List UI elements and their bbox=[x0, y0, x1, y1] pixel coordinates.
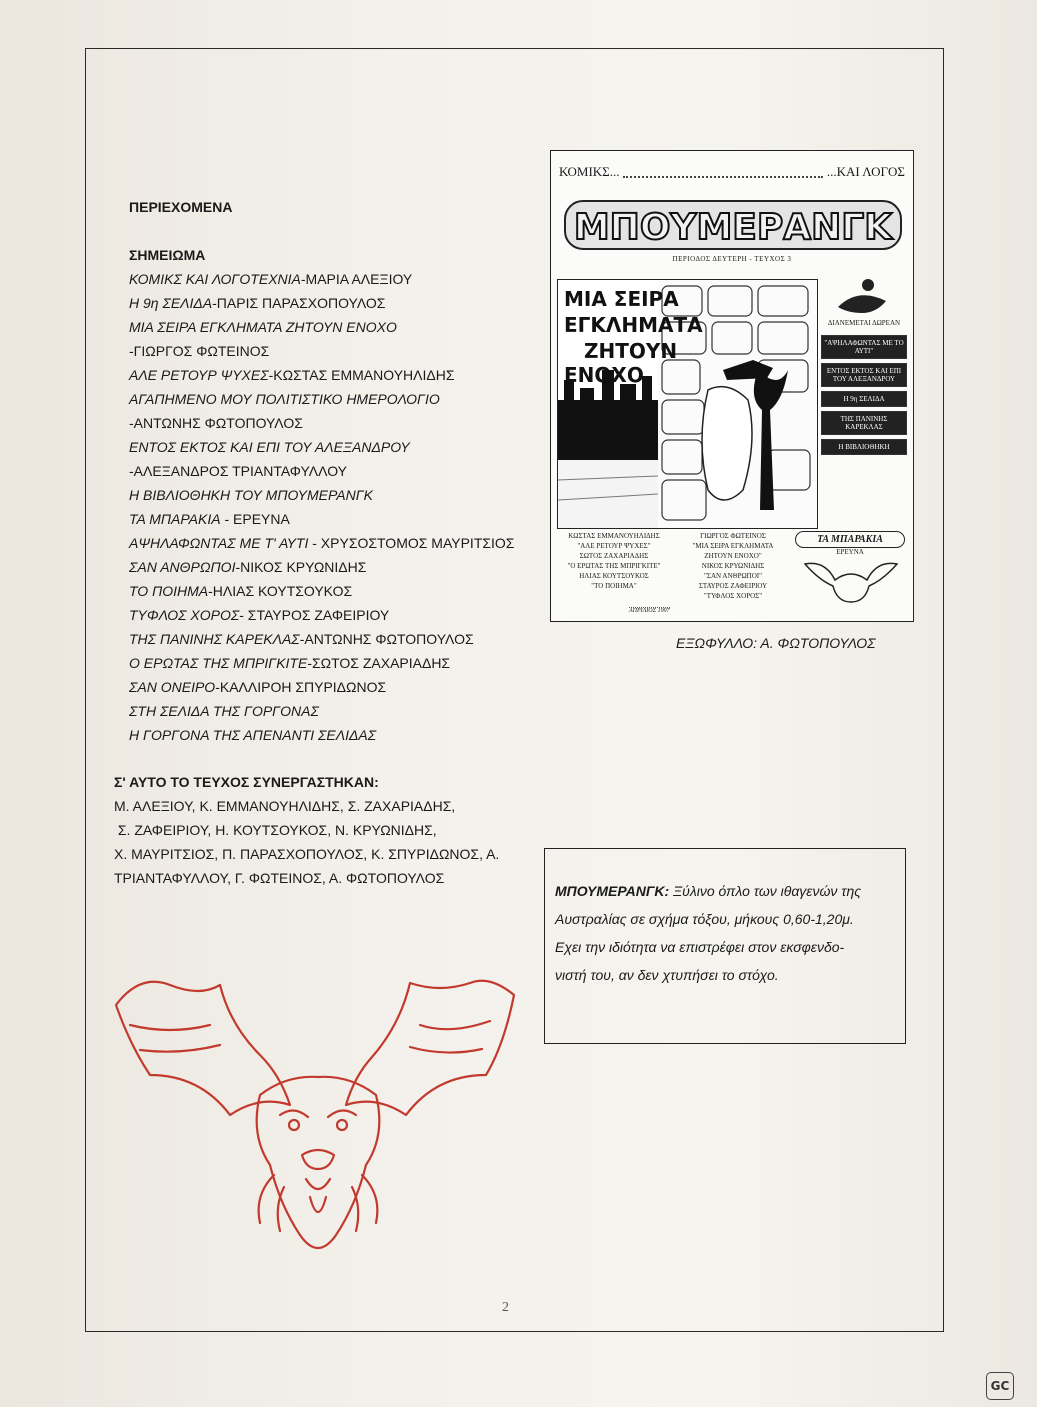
collaborators bbox=[114, 770, 544, 890]
toc-entry-title: ΑΓΑΠΗΜΕΝΟ ΜΟΥ ΠΟΛΙΤΙΣΤΙΚΟ ΗΜΕΡΟΛΟΓΙΟ bbox=[129, 391, 440, 407]
bat-creature-icon bbox=[795, 556, 905, 604]
toc-entry bbox=[129, 651, 559, 675]
toc-entry-title: ΚΟΜΙΚΣ ΚΑΙ ΛΟΓΟΤΕΧΝΙΑ bbox=[129, 271, 301, 287]
cover-side-box: "ΑΨΗΛΑΦΩΝΤΑΣ ΜΕ ΤΟ ΑΥΤΙ" bbox=[821, 335, 907, 359]
collaborators-line-1: Μ. ΑΛΕΞΙΟΥ, Κ. ΕΜΜΑΝΟΥΗΛΙΔΗΣ, Σ. ΖΑΧΑΡΙΑΔΗΣ, bbox=[114, 798, 456, 814]
toc-entry bbox=[129, 483, 559, 507]
cover-logo bbox=[563, 195, 903, 253]
table-of-contents bbox=[129, 195, 559, 747]
toc-entry-title: ΣΑΝ ΟΝΕΙΡΟ bbox=[129, 679, 216, 695]
credit-line: ΓΙΩΡΓΟΣ ΦΩΤΕΙΝΟΣ bbox=[700, 532, 766, 540]
toc-entry-author: -ΑΝΤΩΝΗΣ ΦΩΤΟΠΟΥΛΟΣ bbox=[299, 631, 474, 647]
toc-entry bbox=[129, 387, 559, 411]
definition-line-4: νιστή του, αν δεν χτυπήσει το στόχο. bbox=[555, 967, 779, 983]
cover-side-box: ΤΗΣ ΠΑΝΙΝΗΣ ΚΑΡΕΚΛΑΣ bbox=[821, 411, 907, 435]
toc-entry-title: Η ΓΟΡΓΟΝΑ ΤΗΣ ΑΠΕΝΑΝΤΙ ΣΕΛΙΔΑΣ bbox=[129, 727, 377, 743]
credit-line: ΣΩΤΟΣ ΖΑΧΑΡΙΑΔΗΣ bbox=[579, 552, 649, 560]
cover-thumbnail bbox=[550, 150, 914, 622]
toc-entry-author: - ΕΡΕΥΝΑ bbox=[220, 511, 290, 527]
toc-entry-title: ΑΛΕ ΡΕΤΟΥΡ ΨΥΧΕΣ bbox=[129, 367, 269, 383]
toc-entry-author: -ΚΑΛΛΙΡΟΗ ΣΠΥΡΙΔΩΝΟΣ bbox=[215, 679, 387, 695]
credit-line: ΗΛΙΑΣ ΚΟΥΤΣΟΥΚΟΣ bbox=[579, 572, 649, 580]
toc-entry bbox=[129, 699, 559, 723]
collaborators-line-4: ΤΡΙΑΝΤΑΦΥΛΛΟΥ, Γ. ΦΩΤΕΙΝΟΣ, Α. ΦΩΤΟΠΟΥΛΟΣ bbox=[114, 870, 445, 886]
cover-top-left: ΚΟΜΙΚΣ... bbox=[559, 164, 620, 179]
toc-entry bbox=[129, 555, 559, 579]
toc-entry-title: Ο ΕΡΩΤΑΣ ΤΗΣ ΜΠΡΙΓΚΙΤΕ bbox=[129, 655, 308, 671]
credit-line: "Ο ΕΡΩΤΑΣ ΤΗΣ ΜΠΡΙΓΚΙΤΕ" bbox=[567, 562, 661, 570]
toc-entry-author: -ΠΑΡΙΣ ΠΑΡΑΣΧΟΠΟΥΛΟΣ bbox=[212, 295, 386, 311]
cover-date: ΑΠΡΙΛΙΟΣ 1997 bbox=[629, 608, 670, 614]
credits-column-3 bbox=[795, 531, 905, 611]
cover-artwork bbox=[557, 279, 818, 529]
toc-entry bbox=[129, 675, 559, 699]
toc-entry-title: Η 9η ΣΕΛΙΔΑ bbox=[129, 295, 213, 311]
toc-entry-title: ΕΝΤΟΣ ΕΚΤΟΣ ΚΑΙ ΕΠΙ ΤΟΥ ΑΛΕΞΑΝΔΡΟΥ bbox=[129, 439, 410, 455]
definition-term: ΜΠΟΥΜΕΡΑΝΓΚ: bbox=[555, 883, 670, 899]
gc-watermark: GC bbox=[986, 1372, 1014, 1400]
toc-entry-author: -ΗΛΙΑΣ ΚΟΥΤΣΟΥΚΟΣ bbox=[208, 583, 353, 599]
cover-logo-text: ΜΠΟΥΜΕΡΑΝΓΚ bbox=[573, 207, 893, 248]
collaborators-line-2: Σ. ΖΑΦΕΙΡΙΟΥ, Η. ΚΟΥΤΣΟΥΚΟΣ, Ν. ΚΡΥΩΝΙΔΗΣ, bbox=[114, 822, 437, 838]
toc-entry-title: Η ΒΙΒΛΙΟΘΗΚΗ ΤΟΥ ΜΠΟΥΜΕΡΑΝΓΚ bbox=[129, 487, 374, 503]
toc-entry-title: ΣΑΝ ΑΝΘΡΩΠΟΙ bbox=[129, 559, 236, 575]
toc-note: ΣΗΜΕΙΩΜΑ bbox=[129, 247, 206, 263]
page-number: 2 bbox=[502, 1300, 509, 1315]
cover-header bbox=[559, 159, 905, 185]
toc-entry bbox=[129, 435, 559, 459]
toc-entry-author: - ΧΡΥΣΟΣΤΟΜΟΣ ΜΑΥΡΙΤΣΙΟΣ bbox=[308, 535, 515, 551]
credit-line: ΝΙΚΟΣ ΚΡΥΩΝΙΔΗΣ bbox=[701, 562, 765, 570]
cover-distribution: ΔΙΑΝΕΜΕΤΑΙ ΔΩΡΕΑΝ bbox=[827, 319, 901, 327]
credit-line: ΖΗΤΟΥΝ ΕΝΟΧΟ" bbox=[704, 552, 762, 560]
toc-entry-title: ΣΤΗ ΣΕΛΙΔΑ ΤΗΣ ΓΟΡΓΟΝΑΣ bbox=[129, 703, 319, 719]
definition-line-1: Ξύλινο όπλο των ιθαγενών της bbox=[669, 883, 862, 899]
credit-line: "ΣΑΝ ΑΝΘΡΩΠΟΙ" bbox=[704, 572, 762, 580]
cover-top-right: ...ΚΑΙ ΛΟΓΟΣ bbox=[826, 164, 905, 179]
toc-entry-author: -ΜΑΡΙΑ ΑΛΕΞΙΟΥ bbox=[300, 271, 413, 287]
toc-entry bbox=[129, 291, 559, 315]
toc-entry bbox=[129, 723, 559, 747]
definition-line-3: Εχει την ιδιότητα να επιστρέφει στον εκσφενδο- bbox=[555, 939, 845, 955]
toc-title: ΠΕΡΙΕΧΟΜΕΝΑ bbox=[129, 199, 233, 215]
bat-creature-illustration bbox=[110, 965, 520, 1265]
credits-column-1 bbox=[559, 531, 669, 591]
cover-side-box: Η 9η ΣΕΛΙΔΑ bbox=[821, 391, 907, 407]
credit-line: "ΑΛΕ ΡΕΤΟΥΡ ΨΥΧΕΣ" bbox=[577, 542, 651, 550]
toc-entry-title: ΜΙΑ ΣΕΙΡΑ ΕΓΚΛΗΜΑΤΑ ΖΗΤΟΥΝ ΕΝΟΧΟ bbox=[129, 319, 397, 335]
credit-line: "ΤΥΦΛΟΣ ΧΟΡΟΣ" bbox=[703, 592, 763, 600]
cover-caption: ΕΞΩΦΥΛΛΟ: Α. ΦΩΤΟΠΟΥΛΟΣ bbox=[676, 635, 876, 651]
cover-side-boxes bbox=[821, 335, 907, 455]
toc-entry-author: -ΝΙΚΟΣ ΚΡΥΩΝΙΔΗΣ bbox=[235, 559, 367, 575]
art-title-line-1: ΜΙΑ ΣΕΙΡΑ bbox=[564, 287, 679, 311]
art-title-line-4: ΕΝΟΧΟ bbox=[564, 363, 644, 387]
toc-entry bbox=[129, 531, 559, 555]
toc-entry-title: ΤΟ ΠΟΙΗΜΑ bbox=[129, 583, 209, 599]
toc-entry bbox=[129, 459, 559, 483]
credit-line: "ΤΟ ΠΟΙΗΜΑ" bbox=[591, 582, 637, 590]
toc-entry-title: ΤΑ ΜΠΑΡΑΚΙΑ bbox=[129, 511, 221, 527]
toc-list bbox=[129, 267, 559, 747]
toc-entry-title: ΑΨΗΛΑΦΩΝΤΑΣ ΜΕ Τ' ΑΥΤΙ bbox=[129, 535, 309, 551]
art-title-line-2: ΕΓΚΛΗΜΑΤΑ bbox=[564, 313, 703, 337]
mermaid-emblem-icon bbox=[834, 273, 894, 317]
cover-period: ΠΕΡΙΟΔΟΣ ΔΕΥΤΕΡΗ - ΤΕΥΧΟΣ 3 bbox=[672, 255, 792, 263]
toc-entry-author: -ΚΩΣΤΑΣ ΕΜΜΑΝΟΥΗΛΙΔΗΣ bbox=[268, 367, 455, 383]
toc-entry-author: - ΣΤΑΥΡΟΣ ΖΑΦΕΙΡΙΟΥ bbox=[239, 607, 390, 623]
toc-entry-title: ΤΥΦΛΟΣ ΧΟΡΟΣ bbox=[129, 607, 240, 623]
cover-side-box: Η ΒΙΒΛΙΟΘΗΚΗ bbox=[821, 439, 907, 455]
toc-entry bbox=[129, 363, 559, 387]
toc-entry bbox=[129, 579, 559, 603]
credit-line: ΚΩΣΤΑΣ ΕΜΜΑΝΟΥΗΛΙΔΗΣ bbox=[568, 532, 660, 540]
toc-entry bbox=[129, 411, 559, 435]
credits-column-2 bbox=[677, 531, 789, 601]
cover-credits bbox=[559, 531, 905, 617]
toc-entry bbox=[129, 627, 559, 651]
art-title-line-3: ΖΗΤΟΥΝ bbox=[584, 339, 678, 363]
cover-side-box: ΕΝΤΟΣ ΕΚΤΟΣ ΚΑΙ ΕΠΙ ΤΟΥ ΑΛΕΞΑΝΔΡΟΥ bbox=[821, 363, 907, 387]
toc-entry bbox=[129, 315, 559, 339]
credits-col3-sub: ΕΡΕΥΝΑ bbox=[836, 548, 864, 556]
toc-entry bbox=[129, 507, 559, 531]
toc-entry-author: -ΑΛΕΞΑΝΔΡΟΣ ΤΡΙΑΝΤΑΦΥΛΛΟΥ bbox=[129, 463, 347, 479]
toc-entry bbox=[129, 339, 559, 363]
toc-entry-title: ΤΗΣ ΠΑΝΙΝΗΣ ΚΑΡΕΚΛΑΣ bbox=[129, 631, 300, 647]
collaborators-line-3: Χ. ΜΑΥΡΙΤΣΙΟΣ, Π. ΠΑΡΑΣΧΟΠΟΥΛΟΣ, Κ. ΣΠΥΡΙΔΩΝΟΣ, Α. bbox=[114, 846, 500, 862]
credits-col3-title: ΤΑ ΜΠΑΡΑΚΙΑ bbox=[795, 531, 905, 548]
toc-entry bbox=[129, 603, 559, 627]
collaborators-title: Σ' ΑΥΤΟ ΤΟ ΤΕΥΧΟΣ ΣΥΝΕΡΓΑΣΤΗΚΑΝ: bbox=[114, 774, 379, 790]
credit-line: "ΜΙΑ ΣΕΙΡΑ ΕΓΚΛΗΜΑΤΑ bbox=[692, 542, 774, 550]
credit-line: ΣΤΑΥΡΟΣ ΖΑΦΕΙΡΙΟΥ bbox=[698, 582, 768, 590]
toc-entry-author: -ΣΩΤΟΣ ΖΑΧΑΡΙΑΔΗΣ bbox=[307, 655, 451, 671]
toc-entry-author: -ΓΙΩΡΓΟΣ ΦΩΤΕΙΝΟΣ bbox=[129, 343, 270, 359]
cover-sidebar bbox=[821, 273, 907, 459]
definition-box bbox=[544, 848, 906, 1044]
toc-entry bbox=[129, 267, 559, 291]
toc-entry-author: -ΑΝΤΩΝΗΣ ΦΩΤΟΠΟΥΛΟΣ bbox=[129, 415, 303, 431]
cover-art-drawing bbox=[558, 280, 817, 528]
definition-line-2: Αυστραλίας σε σχήμα τόξου, μήκους 0,60-1,20μ. bbox=[555, 911, 854, 927]
